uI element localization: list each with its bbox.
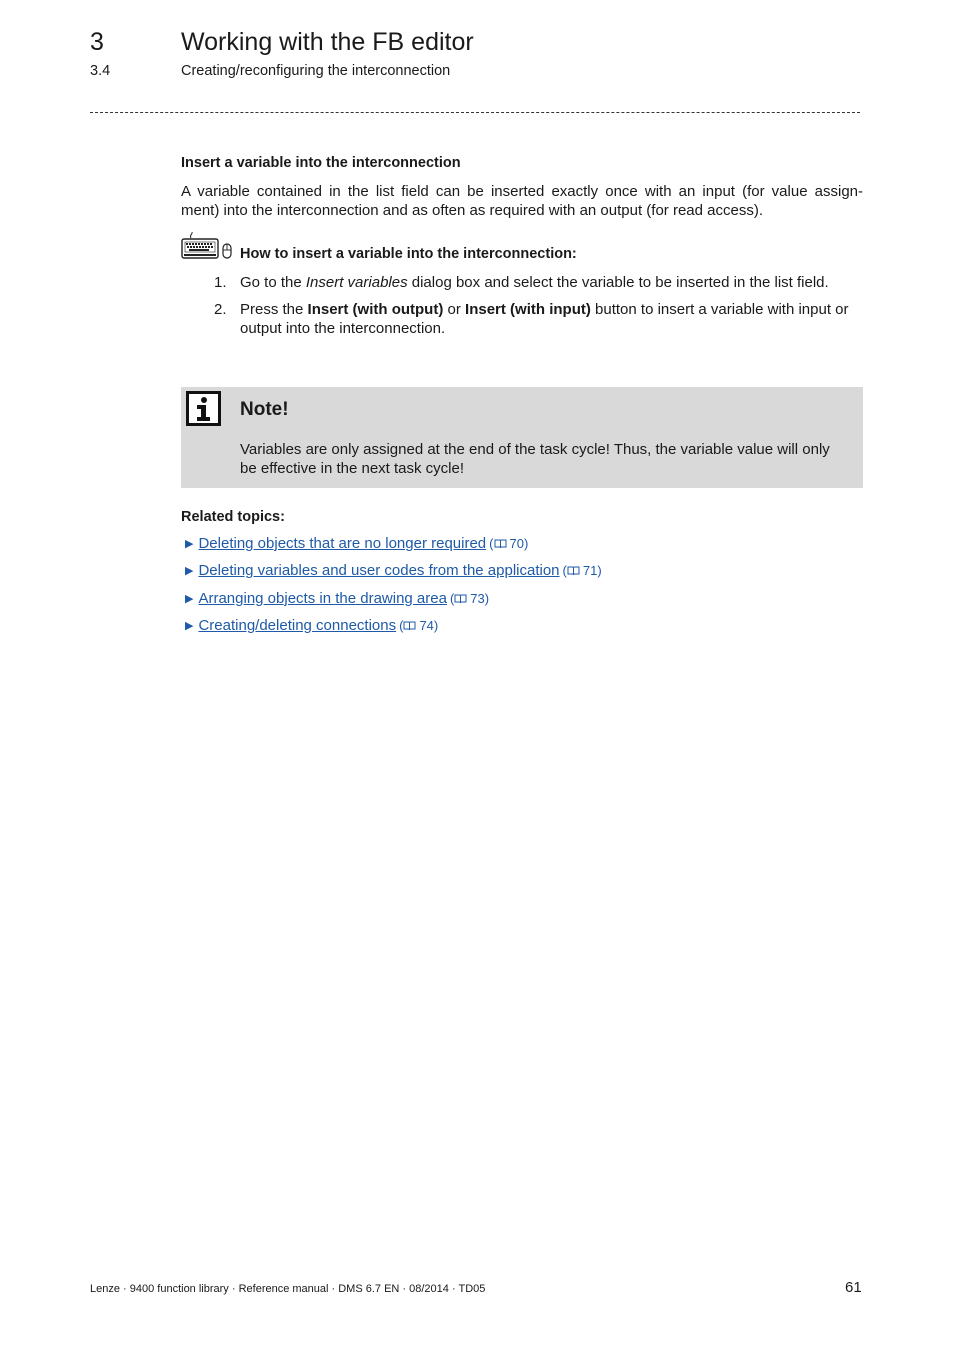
book-icon	[494, 539, 507, 549]
step-text: Press the Insert (with output) or Insert (with input) button to insert a variable with input or output into the interconnection.	[240, 301, 849, 337]
triangle-right-icon: ▶	[185, 565, 194, 577]
note-text: Variables are only assigned at the end of the task cycle! Thus, the variable value will only be effective in the next task cycle!	[240, 441, 830, 477]
triangle-right-icon: ▶	[185, 538, 194, 550]
related-topic-link[interactable]: Deleting variables and user codes from the application	[198, 562, 560, 579]
related-topic-item[interactable]	[185, 616, 438, 636]
step-number: 2.	[214, 301, 227, 318]
info-icon	[186, 391, 221, 426]
howto-heading: How to insert a variable into the interconnection:	[240, 246, 577, 262]
button-name: Insert (with input)	[465, 301, 591, 318]
triangle-right-icon: ▶	[185, 620, 194, 632]
book-icon	[567, 566, 580, 576]
page-number: 61	[845, 1279, 862, 1296]
related-topic-item[interactable]	[185, 589, 489, 609]
related-topics-heading: Related topics:	[181, 509, 285, 525]
section-number: 3.4	[90, 63, 111, 79]
page-reference[interactable]: ( 71)	[562, 563, 602, 578]
related-topic-link[interactable]: Creating/deleting connections	[198, 617, 397, 634]
intro-line-2: ment) into the interconnection and as often as required with an output (for read access).	[181, 202, 763, 219]
intro-line-1: A variable contained in the list field can be inserted exactly once with an input (for value assign-	[181, 183, 863, 200]
related-topic-item[interactable]	[185, 534, 528, 554]
book-icon	[454, 594, 467, 604]
footer-text: Lenze · 9400 function library · Reference manual · DMS 6.7 EN · 08/2014 · TD05	[90, 1283, 486, 1295]
dialog-name: Insert variables	[305, 274, 408, 291]
keyboard-mouse-icon	[181, 232, 233, 262]
page-reference[interactable]: ( 74)	[399, 618, 439, 633]
page-reference[interactable]: ( 70)	[489, 536, 529, 551]
related-topic-link[interactable]: Deleting objects that are no longer required	[198, 535, 487, 552]
related-topic-item[interactable]	[185, 561, 602, 581]
page-reference[interactable]: ( 73)	[449, 591, 490, 606]
triangle-right-icon: ▶	[185, 593, 194, 605]
section-heading: Insert a variable into the interconnection	[181, 155, 461, 171]
intro-paragraph	[181, 182, 863, 220]
header-divider	[90, 112, 860, 113]
step-text: Go to the Insert variables dialog box and select the variable to be inserted in the list field.	[240, 274, 829, 291]
chapter-number: 3	[90, 28, 104, 56]
button-name: Insert (with output)	[307, 301, 444, 318]
step-number: 1.	[214, 274, 227, 291]
book-icon	[403, 621, 416, 631]
chapter-title: Working with the FB editor	[181, 28, 474, 56]
note-title: Note!	[240, 399, 289, 420]
section-title: Creating/reconfiguring the interconnection	[181, 63, 451, 79]
related-topic-link[interactable]: Arranging objects in the drawing area	[198, 590, 447, 607]
note-box	[181, 387, 863, 488]
